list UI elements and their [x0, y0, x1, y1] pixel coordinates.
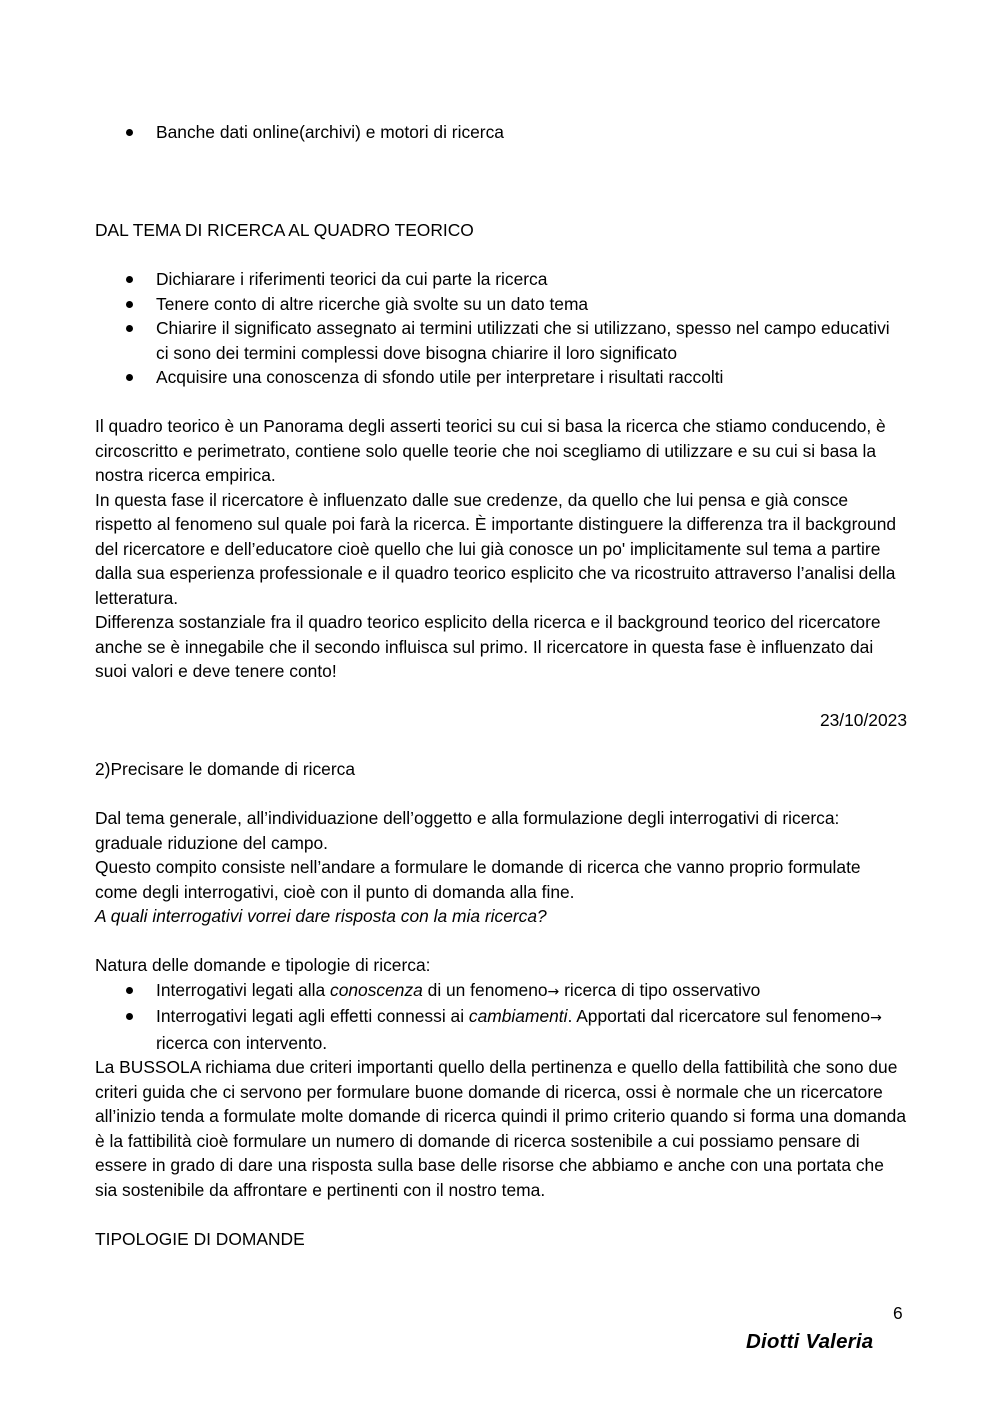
- page-number: 6: [893, 1303, 903, 1323]
- paragraph-bussola: La BUSSOLA richiama due criteri importanti quello della pertinenza e quello della fattibilità che sono due criteri guida che ci servono per formulare buone domande di ricerca, ossi è normale che un ricercatore all’inizio tenda a formulate molte domande di ricerca quindi il primo criterio quando si forma una domanda è la fattibilità cioè formulare un numero di domande di ricerca sostenibile a cui possiamo pensare di essere in grado di dare una risposta sulla base delle risorse che abbiamo e anche con una portata che sia sostenibile da affrontare e pertinenti con il nostro tema.: [95, 1057, 907, 1200]
- list-item-text: Dichiarare i riferimenti teorici da cui parte la ricerca: [156, 269, 548, 289]
- list-item-text: ricerca di tipo osservativo: [559, 979, 761, 1000]
- arrow-right-icon: →: [547, 983, 560, 1000]
- list-item-text: Tenere conto di altre ricerche già svolte su un dato tema: [156, 293, 589, 314]
- list-item-text: di un fenomeno: [422, 979, 548, 1000]
- paragraph-tema-generale: Dal tema generale, all’individuazione dell’oggetto e alla formulazione degli interrogativi di ricerca: graduale riduzione del campo.: [95, 808, 840, 853]
- list-item-text: . Apportati dal ricercatore sul fenomeno: [567, 1006, 871, 1026]
- research-question-text: A quali interrogativi vorrei dare risposta con la mia ricerca?: [95, 906, 547, 926]
- paragraph-differenza-sostanziale: Differenza sostanziale fra il quadro teorico esplicito della ricerca e il background teorico del ricercatore anche se è innegabile che il secondo influisca sul primo. Il ricercatore in questa fase è influenzato dai suoi valori e deve tenere conto!: [95, 612, 881, 681]
- paragraph-ricercatore-influenzato: In questa fase il ricercatore è influenzato dalle sue credenze, da quello che lui pensa e già consce rispetto al fenomeno sul quale poi farà la ricerca. È importante distinguere la differenza tra il background del ricercatore e dell’educatore cioè quello che lui già conosce un po' implicitamente sul tema a partire dalla sua esperienza professionale e il quadro teorico esplicito che va ricostruito attraverso l’analisi della letteratura.: [95, 489, 897, 608]
- list-item-text: Acquisire una conoscenza di sfondo utile per interpretare i risultati raccolti: [156, 367, 724, 387]
- research-question: [95, 904, 907, 929]
- arrow-right-icon: →: [870, 1010, 882, 1026]
- list-item: [95, 1004, 907, 1055]
- paragraph-compito: Questo compito consiste nell’andare a formulare le domande di ricerca che vanno proprio formulate come degli interrogativi, cioè con il punto di domanda alla fine.: [95, 857, 861, 902]
- list-item-text: Banche dati online(archivi) e motori di ricerca: [156, 122, 504, 142]
- list-item-text: ricerca con intervento.: [156, 1032, 328, 1053]
- list-item: [95, 120, 907, 145]
- bullet-icon: [126, 325, 133, 332]
- bullet-icon: [126, 1013, 133, 1020]
- list-item-text: Interrogativi legati agli effetti connessi ai: [156, 1006, 469, 1026]
- author-name: Diotti Valeria: [746, 1330, 874, 1353]
- bullet-icon: [126, 987, 133, 994]
- date-label: 23/10/2023: [819, 710, 907, 730]
- list-item: [95, 267, 907, 292]
- intro-bullet-list: [95, 120, 907, 145]
- paragraph-quadro-teorico: Il quadro teorico è un Panorama degli asserti teorici su cui si basa la ricerca che stiamo conducendo, è circoscritto e perimetrato, contiene solo quelle teorie che noi scegliamo di utilizzare e su cui si basa la nostra ricerca empirica.: [95, 416, 886, 485]
- bullet-icon: [126, 129, 133, 136]
- section-heading-domande-ricerca: 2)Precisare le domande di ricerca: [95, 759, 356, 779]
- list-item-text: Chiarire il significato assegnato ai termini utilizzati che si utilizzano, spesso nel campo educativi ci sono dei termini complessi dove bisogna chiarire il loro significato: [156, 318, 890, 363]
- bullet-icon: [126, 276, 133, 283]
- quadro-teorico-bullet-list: [95, 267, 907, 390]
- italic-term: conoscenza: [330, 979, 423, 1000]
- section-heading-quadro-teorico: DAL TEMA DI RICERCA AL QUADRO TEORICO: [95, 220, 474, 240]
- list-item: [95, 978, 907, 1005]
- bullet-icon: [126, 374, 133, 381]
- list-item: [95, 316, 907, 365]
- italic-term: cambiamenti: [468, 1006, 568, 1026]
- section-heading-tipologie-domande: TIPOLOGIE DI DOMANDE: [95, 1228, 305, 1249]
- nature-bullet-list: [95, 978, 907, 1056]
- list-item-text: Interrogativi legati alla: [156, 979, 330, 1000]
- bullet-icon: [126, 301, 133, 308]
- nature-heading: Natura delle domande e tipologie di ricerca:: [95, 955, 431, 975]
- list-item: [95, 365, 907, 390]
- list-item: [95, 292, 907, 317]
- document-body: [95, 120, 907, 1251]
